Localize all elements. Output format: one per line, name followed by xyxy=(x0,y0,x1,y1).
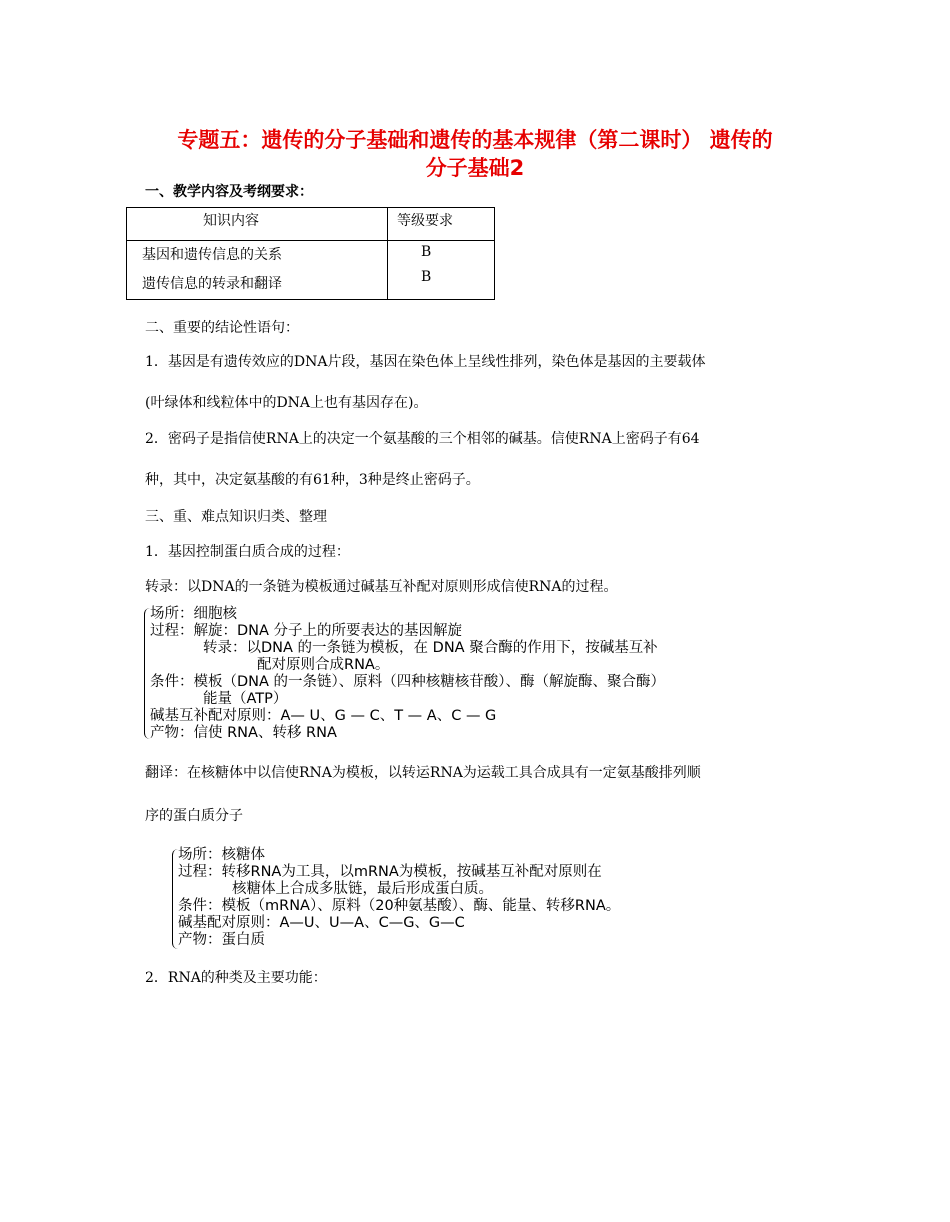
transcription-conditions: 条件：模板（DNA 的一条链）、原料（四种核糖核苷酸）、酶（解旋酶、聚合酶） xyxy=(150,674,666,690)
translation-site: 场所：核糖体 xyxy=(178,847,265,863)
translation-process-cont: 核糖体上合成多肽链，最后形成蛋白质。 xyxy=(232,881,493,897)
section-heading-2: 二、重要的结论性语句： xyxy=(145,320,299,336)
translation-intro-line2: 序的蛋白质分子 xyxy=(145,808,243,824)
translation-products: 产物：蛋白质 xyxy=(178,932,265,948)
translation-conditions: 条件：模板（mRNA）、原料（20种氨基酸）、酶、能量、转移RNA。 xyxy=(178,898,621,914)
table-header-row xyxy=(127,208,495,241)
translation-intro-line1: 翻译：在核糖体中以信使RNA为模板，以转运RNA为运载工具合成具有一定氨基酸排列顺 xyxy=(145,765,701,781)
transcription-products: 产物：信使 RNA、转移 RNA xyxy=(150,725,337,741)
paragraph-2-line1: 2．密码子是指信使RNA上的决定一个氨基酸的三个相邻的碱基。信使RNA上密码子有64 xyxy=(145,431,700,447)
subheading-2: 2．RNA的种类及主要功能： xyxy=(145,970,327,986)
table-row xyxy=(127,241,495,300)
transcription-step: 转录：以DNA 的一条链为模板，在 DNA 聚合酶的作用下，按碱基互补 xyxy=(203,640,658,656)
paragraph-1-line2: (叶绿体和线粒体中的DNA上也有基因存在)。 xyxy=(145,395,428,411)
translation-base-pairing: 碱基配对原则：A—U、U—A、C—G、G—C xyxy=(178,915,465,931)
table-header-level: 等级要求 xyxy=(388,208,495,241)
subheading-1: 1．基因控制蛋白质合成的过程： xyxy=(145,544,350,560)
table-header-content: 知识内容 xyxy=(127,208,388,241)
transcription-site: 场所：细胞核 xyxy=(150,606,237,622)
table-cell-content: 基因和遗传信息的关系 遗传信息的转录和翻译 xyxy=(127,241,388,300)
section-heading-1: 一、教学内容及考纲要求： xyxy=(145,184,313,200)
page-title-line2: 分子基础2 xyxy=(425,156,525,180)
paragraph-2-line2: 种，其中，决定氨基酸的有61种，3种是终止密码子。 xyxy=(145,472,480,488)
paragraph-1-line1: 1．基因是有遗传效应的DNA片段，基因在染色体上呈线性排列，染色体是基因的主要载体 xyxy=(145,354,706,370)
syllabus-table xyxy=(126,207,495,300)
transcription-base-pairing: 碱基互补配对原则：A— U、G — C、T — A、C — G xyxy=(150,708,497,724)
table-cell-level: B B xyxy=(388,241,495,300)
transcription-step-cont: 配对原则合成RNA。 xyxy=(257,657,390,673)
section-heading-3: 三、重、难点知识归类、整理 xyxy=(145,509,327,525)
transcription-energy: 能量（ATP） xyxy=(203,691,288,707)
page-title: 专题五：遗传的分子基础和遗传的基本规律（第二课时） 遗传的 xyxy=(177,128,773,152)
transcription-process: 过程：解旋：DNA 分子上的所要表达的基因解旋 xyxy=(150,623,463,639)
transcription-intro: 转录：以DNA的一条链为模板通过碱基互补配对原则形成信使RNA的过程。 xyxy=(145,579,618,595)
translation-process: 过程：转移RNA为工具，以mRNA为模板，按碱基互补配对原则在 xyxy=(178,864,602,880)
